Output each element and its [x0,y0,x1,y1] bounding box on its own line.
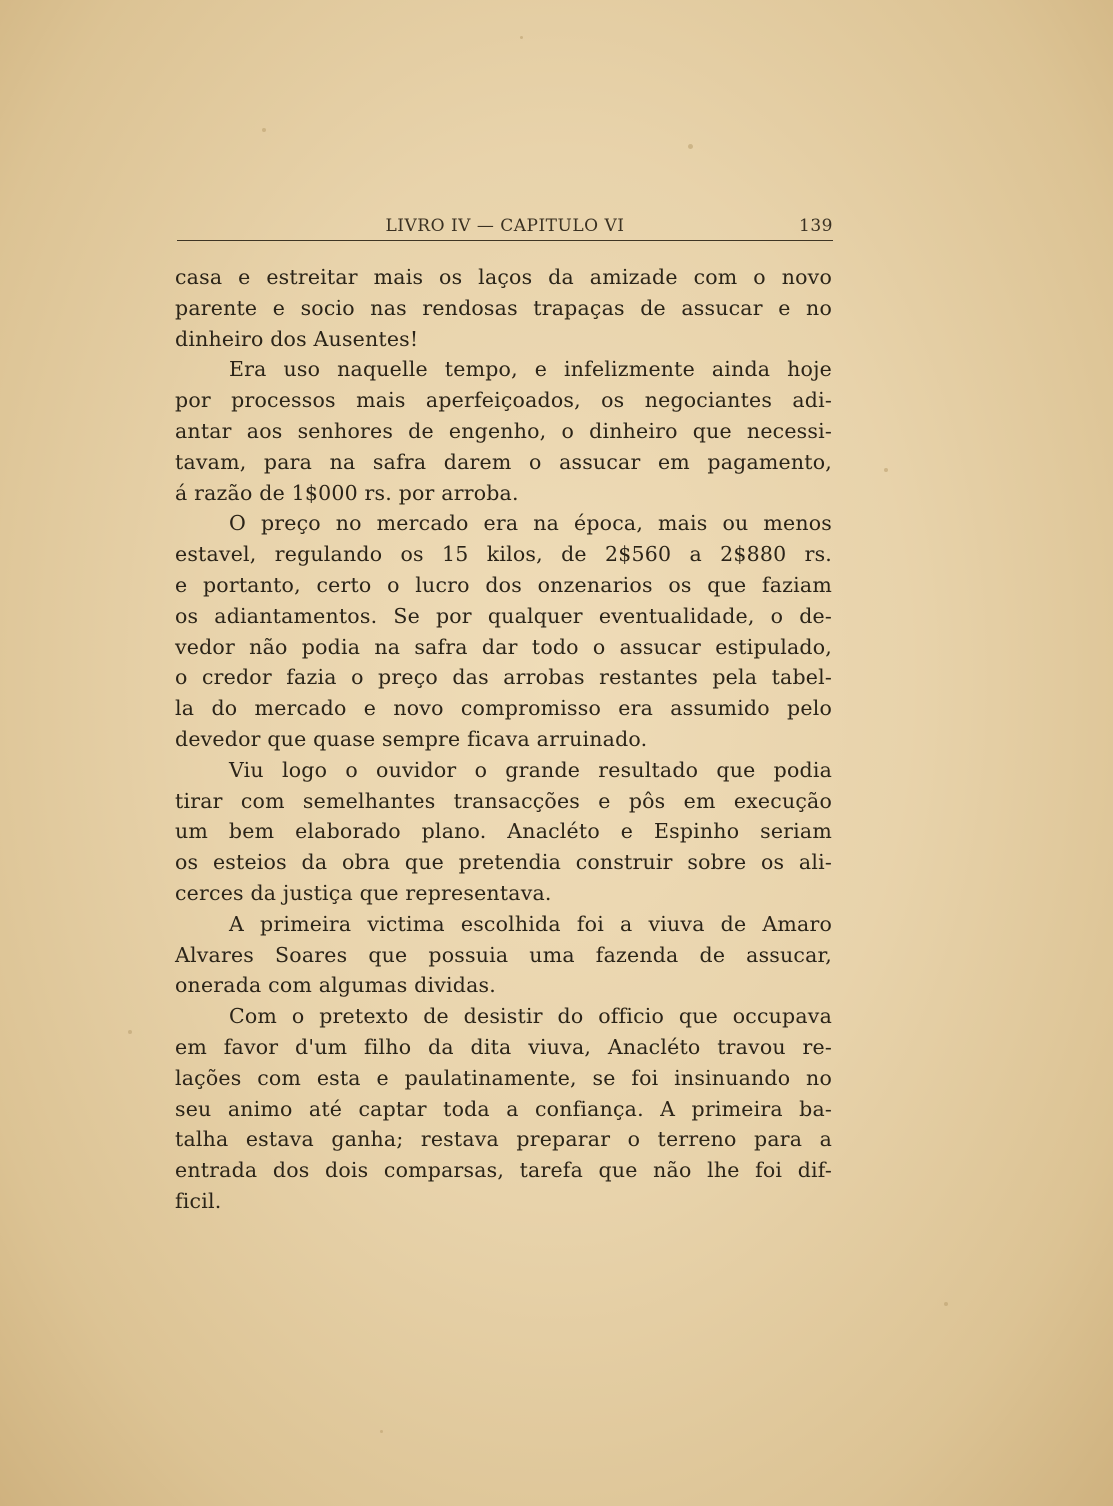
text-line: Com o pretexto de desistir do officio que occupava [229,1004,832,1029]
text-line: antar aos senhores de engenho, o dinheiro que necessi- [175,418,832,443]
text-line: dinheiro dos Ausentes! [175,326,419,351]
header-rule [177,240,833,241]
text-line: devedor que quase sempre ficava arruinado. [175,726,648,751]
paper-speck [688,144,693,149]
text-line: cerces da justiça que representava. [175,880,552,905]
text-line: um bem elaborado plano. Anacléto e Espinho seriam [175,819,832,844]
paragraph-1 [175,262,832,354]
paragraph-4 [175,755,832,909]
paragraph-6 [175,1001,832,1217]
paper-speck [944,1302,948,1306]
text-line: O preço no mercado era na época, mais ou menos [229,511,832,536]
text-line: Alvares Soares que possuia uma fazenda de assucar, [175,942,832,967]
paper-speck [262,128,266,132]
text-line: entrada dos dois comparsas, tarefa que não lhe foi dif- [175,1158,832,1183]
text-line: A primeira victima escolhida foi a viuva de Amaro [229,911,832,936]
text-line: os adiantamentos. Se por qualquer eventualidade, o de- [175,603,832,628]
text-line: parente e socio nas rendosas trapaças de assucar e no [175,295,832,320]
text-line: em favor d'um filho da dita viuva, Anacléto travou re- [175,1034,832,1059]
text-line: lações com esta e paulatinamente, se foi insinuando no [175,1065,832,1090]
paragraph-3 [175,508,832,754]
paper-speck [128,1030,132,1034]
body-text [175,262,832,1217]
running-title: LIVRO IV — CAPITULO VI [385,216,625,236]
text-line: seu animo até captar toda a confiança. A primeira ba- [175,1096,832,1121]
text-line: e portanto, certo o lucro dos onzenarios os que faziam [175,572,832,597]
text-line: onerada com algumas dividas. [175,973,496,998]
text-line: la do mercado e novo compromisso era assumido pelo [175,696,832,721]
paper-speck [380,1430,383,1433]
text-line: Viu logo o ouvidor o grande resultado que podia [229,757,832,782]
page-number: 139 [799,216,833,236]
text-line: tavam, para na safra darem o assucar em pagamento, [175,449,832,474]
paper-speck [520,36,523,39]
text-line: vedor não podia na safra dar todo o assucar estipulado, [175,634,832,659]
text-line: á razão de 1$000 rs. por arroba. [175,480,519,505]
text-line: estavel, regulando os 15 kilos, de 2$560 a 2$880 rs. [175,542,832,567]
paragraph-2 [175,354,832,508]
text-line: casa e estreitar mais os laços da amizade com o novo [175,265,832,289]
text-line: tirar com semelhantes transacções e pôs em execução [175,788,832,813]
running-header [177,214,833,240]
text-line: ficil. [175,1188,222,1213]
text-line: por processos mais aperfeiçoados, os negociantes adi- [175,388,832,413]
text-line: talha estava ganha; restava preparar o terreno para a [175,1127,832,1152]
paragraph-5 [175,909,832,1001]
text-line: Era uso naquelle tempo, e infelizmente ainda hoje [229,357,832,382]
text-line: o credor fazia o preço das arrobas restantes pela tabel- [175,665,832,690]
text-line: os esteios da obra que pretendia construir sobre os ali- [175,850,832,875]
paper-speck [884,468,888,472]
